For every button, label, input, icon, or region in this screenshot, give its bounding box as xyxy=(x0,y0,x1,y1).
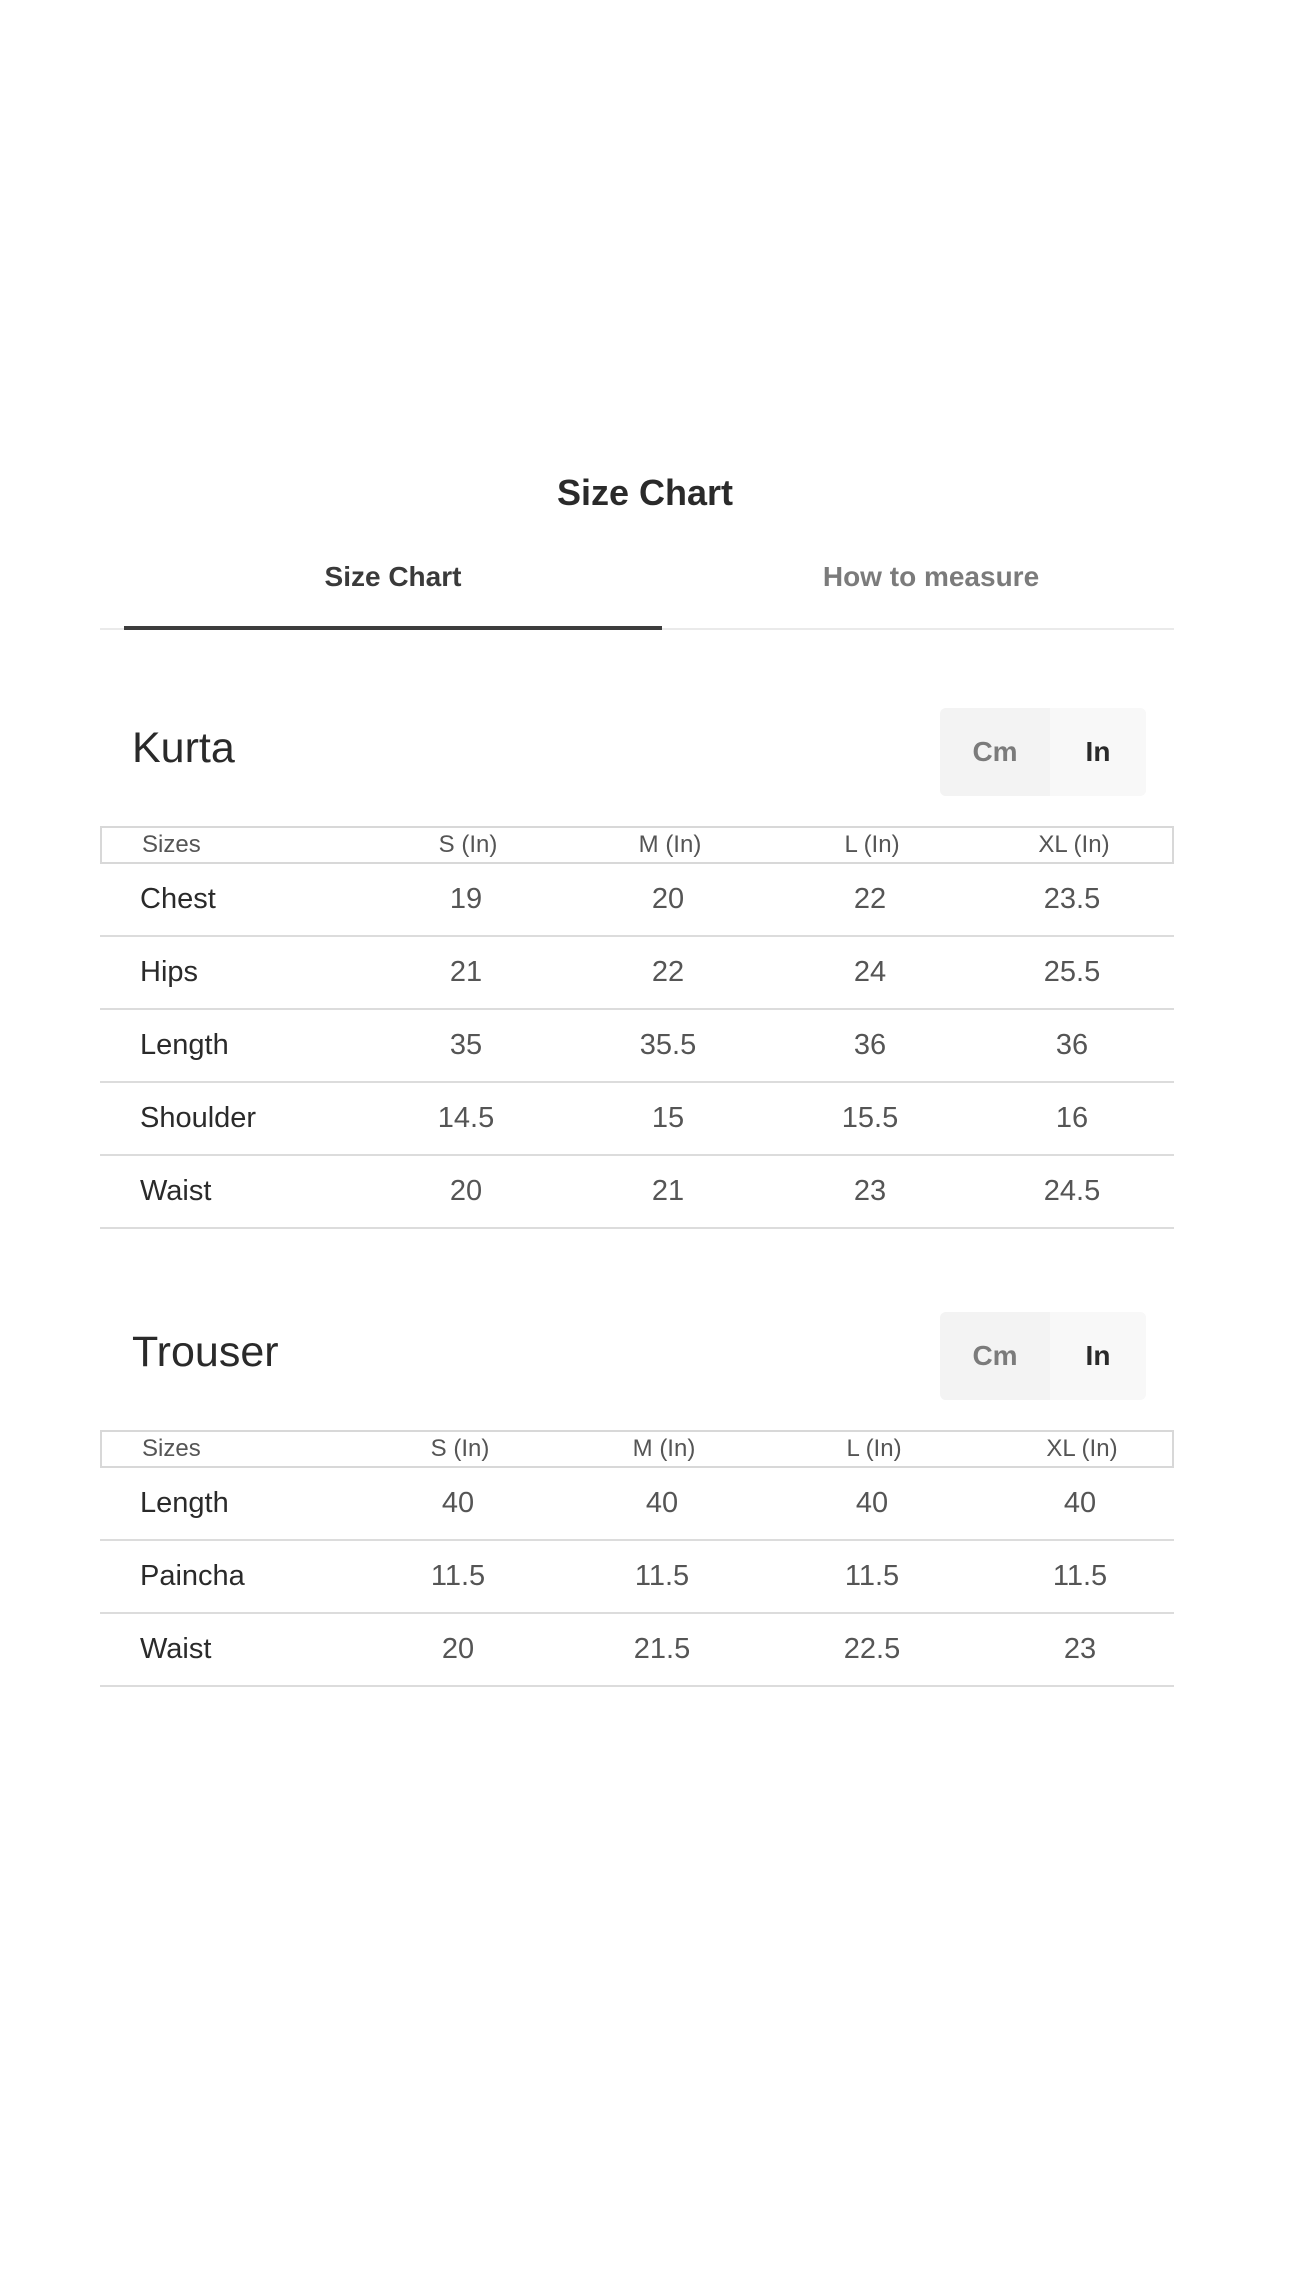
tab-size-chart[interactable]: Size Chart xyxy=(324,561,462,592)
kurta-size-table xyxy=(100,826,1174,1229)
header-l: L (In) xyxy=(844,831,900,858)
row-label: Shoulder xyxy=(140,1102,257,1134)
cell-s: 20 xyxy=(441,1633,475,1665)
cell-l: 11.5 xyxy=(844,1560,900,1592)
header-m: M (In) xyxy=(632,1435,696,1462)
kurta-unit-cm-button[interactable]: Cm xyxy=(940,708,1050,796)
kurta-unit-toggle xyxy=(940,708,1146,796)
tab-how-to-measure[interactable]: How to measure xyxy=(822,561,1040,592)
trouser-title: Trouser xyxy=(132,1328,279,1376)
header-xl: XL (In) xyxy=(1046,1435,1118,1462)
row-label: Length xyxy=(140,1029,229,1061)
table-header xyxy=(100,1430,1174,1468)
trouser-unit-in-button[interactable]: In xyxy=(1050,1312,1146,1400)
kurta-title: Kurta xyxy=(132,724,235,772)
tab-bar xyxy=(100,560,1174,630)
trouser-size-table xyxy=(100,1430,1174,1687)
table-row xyxy=(100,1010,1174,1083)
cell-m: 21 xyxy=(651,1175,685,1207)
cell-m: 15 xyxy=(651,1102,685,1134)
header-m: M (In) xyxy=(638,831,702,858)
cell-m: 40 xyxy=(645,1487,679,1519)
cell-l: 15.5 xyxy=(841,1102,899,1134)
cell-s: 14.5 xyxy=(437,1102,495,1134)
cell-xl: 23 xyxy=(1063,1633,1097,1665)
cell-m: 11.5 xyxy=(634,1560,690,1592)
cell-l: 40 xyxy=(855,1487,889,1519)
cell-m: 21.5 xyxy=(633,1633,691,1665)
table-row xyxy=(100,1156,1174,1229)
cell-xl: 36 xyxy=(1055,1029,1089,1061)
cell-m: 20 xyxy=(651,883,685,915)
row-label: Paincha xyxy=(140,1560,245,1592)
cell-xl: 25.5 xyxy=(1043,956,1101,988)
cell-l: 23 xyxy=(853,1175,887,1207)
active-tab-indicator xyxy=(124,626,662,630)
table-row xyxy=(100,864,1174,937)
cell-l: 24 xyxy=(853,956,887,988)
row-label: Waist xyxy=(140,1175,212,1207)
header-s: S (In) xyxy=(438,831,498,858)
table-row xyxy=(100,937,1174,1010)
cell-s: 20 xyxy=(449,1175,483,1207)
header-sizes: Sizes xyxy=(142,1435,201,1462)
cell-s: 21 xyxy=(449,956,483,988)
cell-xl: 24.5 xyxy=(1043,1175,1101,1207)
table-header xyxy=(100,826,1174,864)
cell-l: 22.5 xyxy=(843,1633,901,1665)
cell-xl: 23.5 xyxy=(1043,883,1101,915)
header-xl: XL (In) xyxy=(1038,831,1110,858)
table-row xyxy=(100,1614,1174,1687)
modal-title: Size Chart xyxy=(556,472,734,513)
kurta-unit-in-button[interactable]: In xyxy=(1050,708,1146,796)
size-chart-modal xyxy=(72,432,1218,1902)
row-label: Hips xyxy=(140,956,199,988)
row-label: Chest xyxy=(140,883,216,915)
cell-m: 22 xyxy=(651,956,685,988)
cell-xl: 11.5 xyxy=(1052,1560,1108,1592)
cell-xl: 16 xyxy=(1055,1102,1089,1134)
table-row xyxy=(100,1541,1174,1614)
cell-s: 11.5 xyxy=(430,1560,486,1592)
cell-l: 22 xyxy=(853,883,887,915)
trouser-unit-cm-button[interactable]: Cm xyxy=(940,1312,1050,1400)
header-l: L (In) xyxy=(846,1435,902,1462)
cell-s: 35 xyxy=(449,1029,483,1061)
trouser-unit-toggle xyxy=(940,1312,1146,1400)
table-row xyxy=(100,1468,1174,1541)
header-sizes: Sizes xyxy=(142,831,201,858)
cell-l: 36 xyxy=(853,1029,887,1061)
table-row xyxy=(100,1083,1174,1156)
cell-s: 40 xyxy=(441,1487,475,1519)
row-label: Waist xyxy=(140,1633,212,1665)
cell-m: 35.5 xyxy=(639,1029,697,1061)
cell-s: 19 xyxy=(449,883,483,915)
cell-xl: 40 xyxy=(1063,1487,1097,1519)
row-label: Length xyxy=(140,1487,229,1519)
header-s: S (In) xyxy=(430,1435,490,1462)
